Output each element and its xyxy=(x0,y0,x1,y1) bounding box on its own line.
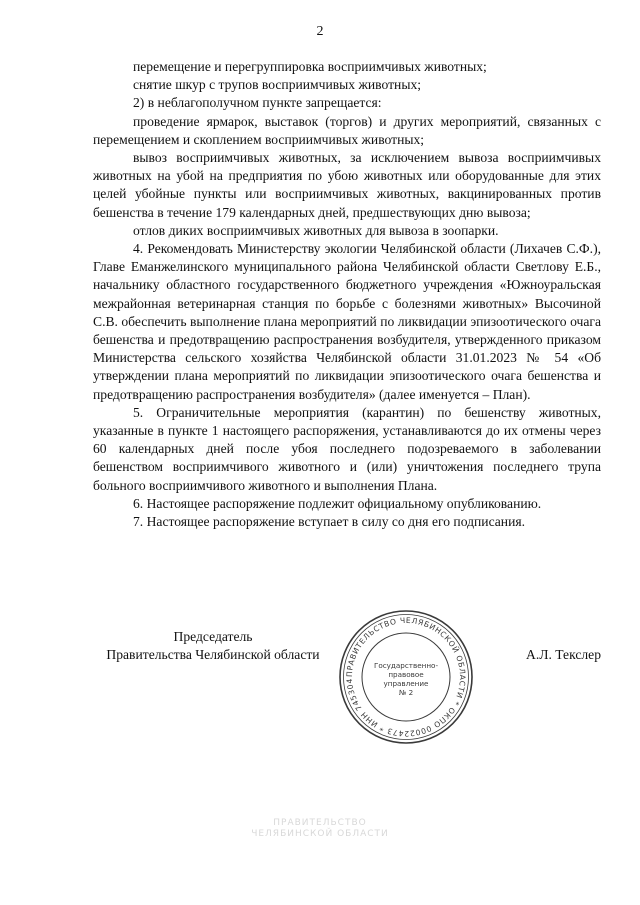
seal-center-line1: Государственно- xyxy=(373,661,439,670)
seal-ring-text: ПРАВИТЕЛЬСТВО ЧЕЛЯБИНСКОЙ ОБЛАСТИ * ОКПО 00022473 * ИНН 745304 xyxy=(344,615,468,739)
seal-center-line2: правовое xyxy=(388,670,424,679)
footer-mark-line1: ПРАВИТЕЛЬСТВО xyxy=(273,818,367,828)
body-paragraph: вывоз восприимчивых животных, за исключением вывоза восприимчивых животных на убой на предприятия по убою животных или оборудованные для этих целей убойные пункты или восприимчивых животных, вакцинированных против бешенства в течение 179 календарных дней, предшествующих дню вывоза; xyxy=(93,150,601,220)
official-seal xyxy=(337,608,475,746)
body-paragraph: проведение ярмарок, выставок (торгов) и других мероприятий, связанных с перемещением и скоплением восприимчивых животных; xyxy=(93,113,601,147)
signatory-title-line2: Правительства Челябинской области xyxy=(106,647,320,662)
body-paragraph: 5. Ограничительные мероприятия (карантин) по бешенству животных, указанные в пункте 1 настоящего распоряжения, устанавливаются до их отмены через 60 календарных дней после убоя последнего подозреваемого в заболевании бешенством восприимчивого животного и (или) уничтожения последнего трупа больного восприимчивого животного и выполнения Плана. xyxy=(93,404,601,493)
body-paragraph: отлов диких восприимчивых животных для вывоза в зоопарки. xyxy=(133,222,499,238)
signatory-title xyxy=(93,628,333,664)
body-paragraph: 2) в неблагополучном пункте запрещается: xyxy=(133,95,382,111)
faint-footer-watermark xyxy=(0,818,640,840)
body-paragraph: 7. Настоящее распоряжение вступает в силу со дня его подписания. xyxy=(133,514,526,530)
document-body xyxy=(93,58,601,531)
body-paragraph: снятие шкур с трупов восприимчивых животных; xyxy=(133,77,422,93)
body-paragraph: 4. Рекомендовать Министерству экологии Челябинской области (Лихачев С.Ф.), Главе Еманжелинского муниципального района Челябинской области Светлову Е.Б., начальнику областного государственного бюджетного учреждения «Южноуральская межрайонная ветеринарная станция по борьбе с болезнями животных» Высочиной С.В. обеспечить выполнение плана мероприятий по ликвидации эпизоотического очага бешенства и предотвращению распространения возбудителя, утвержденного приказом Министерства сельского хозяйства Челябинской области 31.01.2023 № 54 «Об утверждении плана мероприятий по ликвидации эпизоотического очага бешенства и предотвращению распространения возбудителя» (далее именуется – План). xyxy=(93,241,601,402)
body-paragraph: 6. Настоящее распоряжение подлежит официальному опубликованию. xyxy=(133,495,542,511)
seal-center-line4: № 2 xyxy=(398,688,414,697)
page-number: 2 xyxy=(316,24,324,39)
footer-mark-line2: ЧЕЛЯБИНСКОЙ ОБЛАСТИ xyxy=(251,829,389,839)
signatory-name: А.Л. Текслер xyxy=(526,647,601,662)
signatory-title-line1: Председатель xyxy=(173,629,253,644)
body-paragraph: перемещение и перегруппировка восприимчивых животных; xyxy=(133,59,487,74)
seal-center-line3: управление xyxy=(383,679,429,688)
